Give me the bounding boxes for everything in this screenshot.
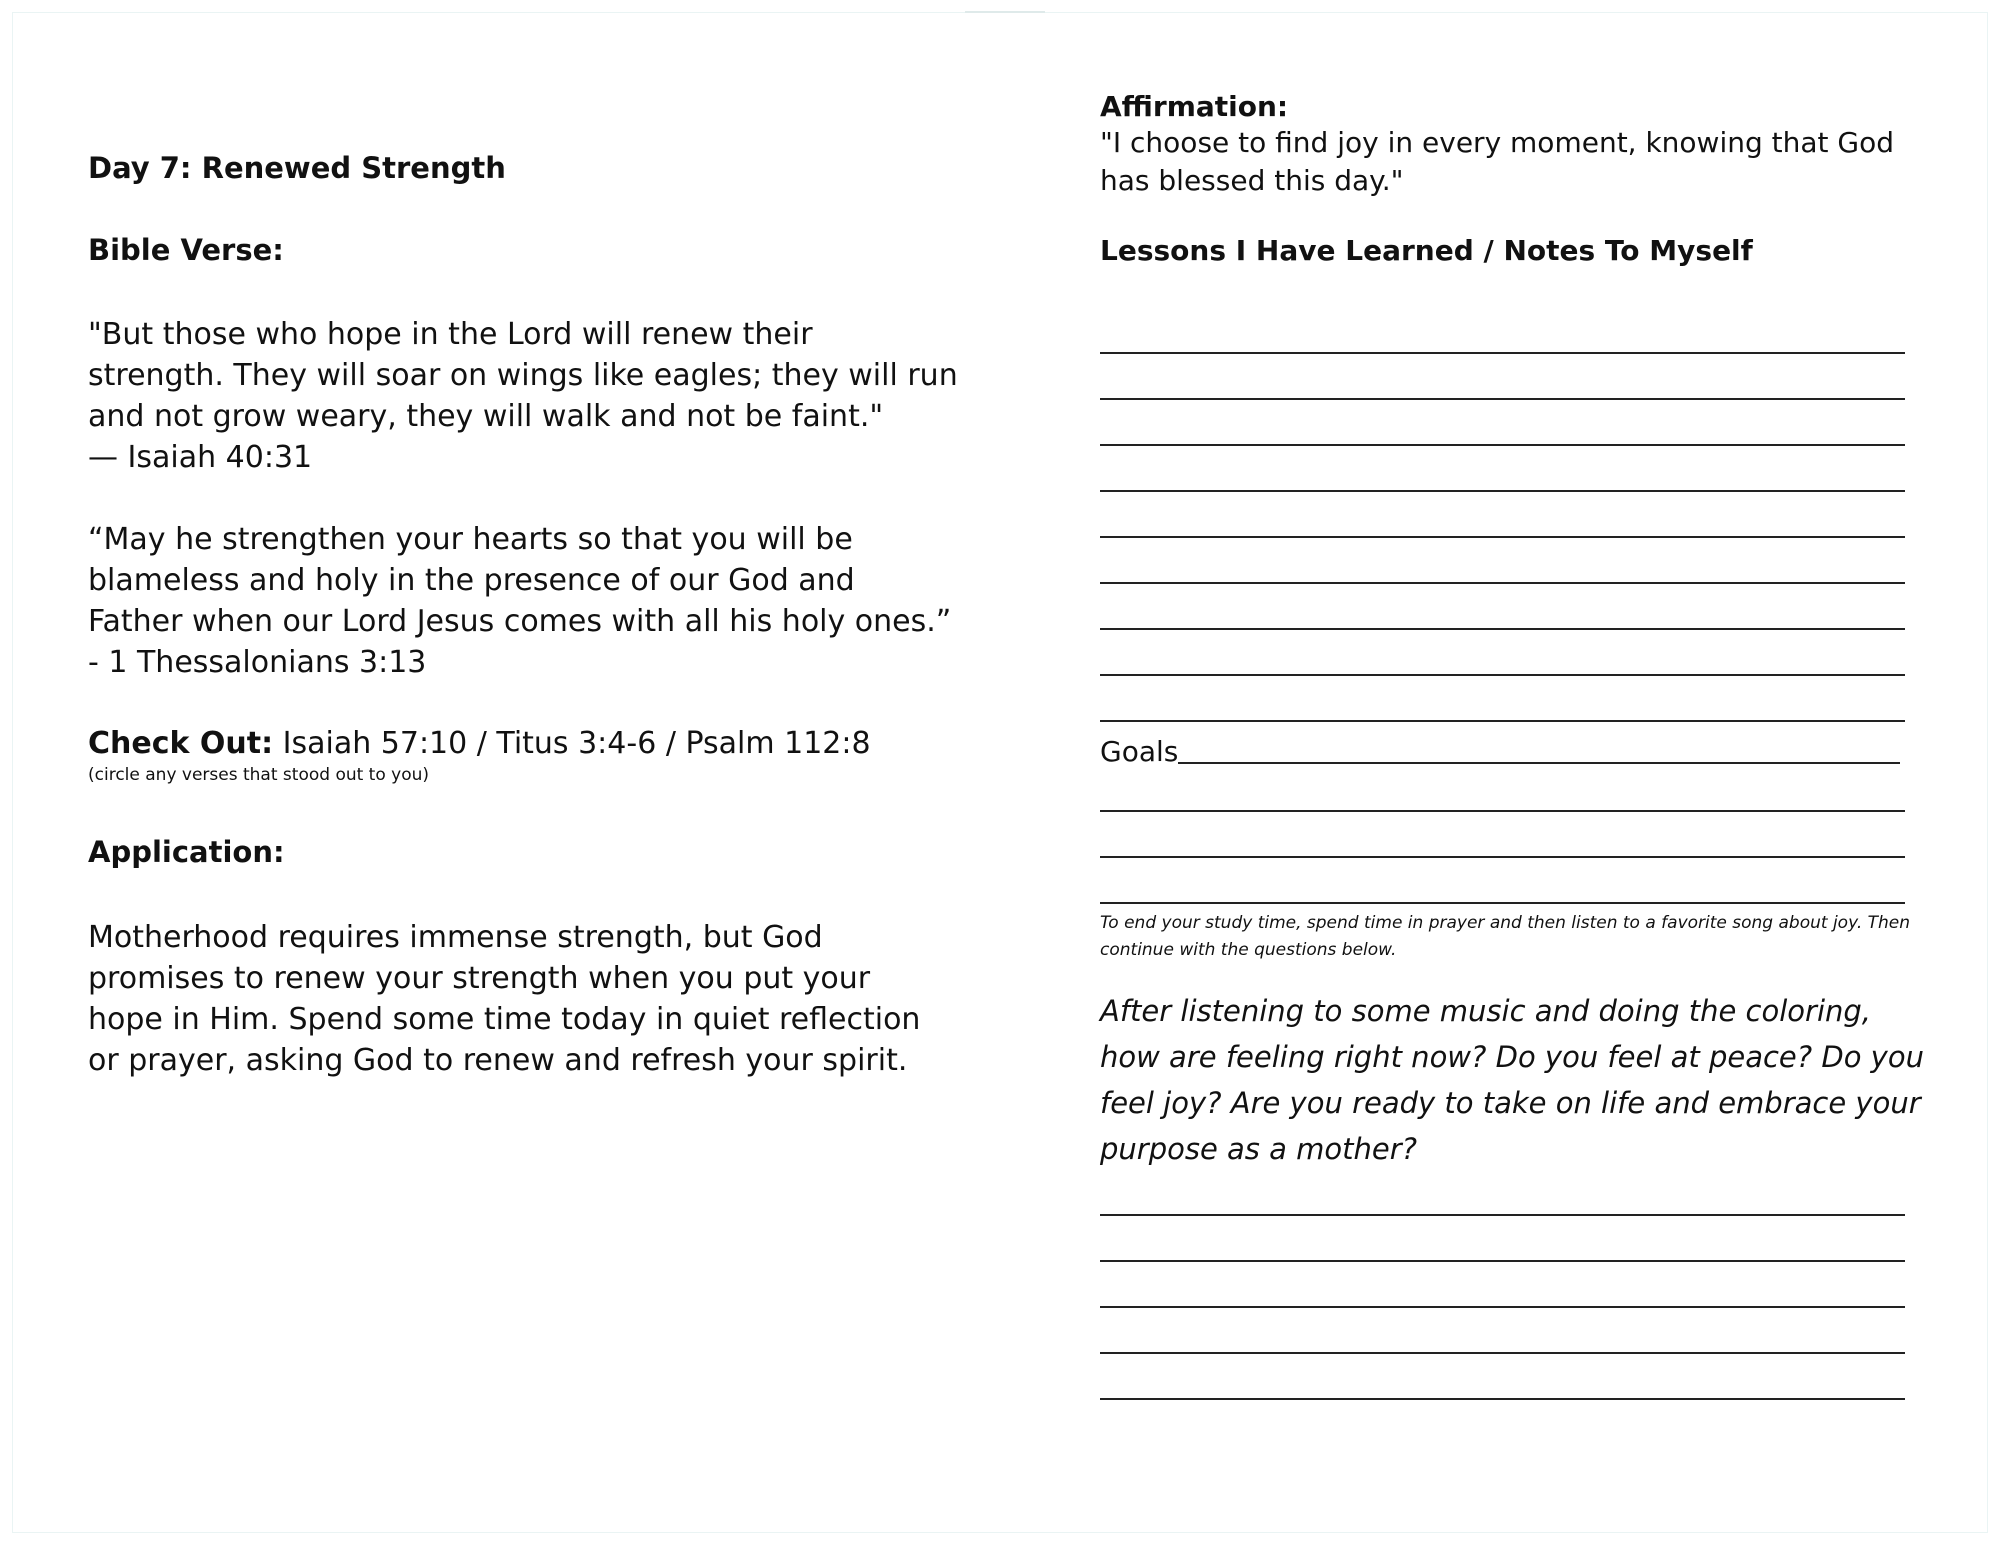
check-out-references: Isaiah 57:10 / Titus 3:4-6 / Psalm 112:8 — [273, 726, 871, 761]
reflection-line[interactable] — [1100, 1260, 1905, 1262]
bible-verse-heading: Bible Verse: — [88, 233, 284, 267]
verse-line: and not grow weary, they will walk and not be faint." — [88, 399, 884, 434]
application-line: promises to renew your strength when you put your — [88, 961, 871, 996]
check-out-note: (circle any verses that stood out to you) — [88, 765, 430, 785]
application-line: Motherhood requires immense strength, but God — [88, 920, 823, 955]
notes-line[interactable] — [1100, 398, 1905, 400]
notes-line[interactable] — [1100, 536, 1905, 538]
notes-line[interactable] — [1100, 490, 1905, 492]
verse-isaiah — [88, 314, 988, 478]
instruction-text — [1100, 910, 1920, 964]
verse-line: Father when our Lord Jesus comes with all his holy ones.” — [88, 604, 952, 639]
question-line: After listening to some music and doing the coloring, — [1100, 994, 1872, 1028]
verse-thessalonians — [88, 519, 988, 683]
goals-label: Goals — [1100, 735, 1179, 768]
notes-line[interactable] — [1100, 352, 1905, 354]
verse-line: blameless and holy in the presence of our God and — [88, 563, 855, 598]
affirmation-line: "I choose to find joy in every moment, knowing that God — [1100, 126, 1895, 159]
right-column — [1100, 90, 1920, 268]
reflection-line[interactable] — [1100, 1306, 1905, 1308]
verse-line: strength. They will soar on wings like eagles; they will run — [88, 358, 958, 393]
lessons-heading: Lessons I Have Learned / Notes To Myself — [1100, 234, 1753, 267]
notes-line[interactable] — [1100, 444, 1905, 446]
verse-reference: — Isaiah 40:31 — [88, 440, 313, 475]
page-top-mark — [965, 11, 1045, 13]
question-line: purpose as a mother? — [1100, 1132, 1418, 1166]
question-line: feel joy? Are you ready to take on life and embrace your — [1100, 1086, 1921, 1120]
affirmation-heading: Affirmation: — [1100, 90, 1289, 123]
reflection-line[interactable] — [1100, 1352, 1905, 1354]
check-out-line — [88, 724, 988, 764]
page-title: Day 7: Renewed Strength — [88, 151, 506, 185]
affirmation-text — [1100, 124, 1920, 200]
instruction-line: continue with the questions below. — [1100, 940, 1397, 960]
goals-extra-line[interactable] — [1100, 810, 1905, 812]
affirmation-line: has blessed this day." — [1100, 164, 1404, 197]
check-out-label: Check Out: — [88, 726, 274, 761]
reflection-line[interactable] — [1100, 1398, 1905, 1400]
application-heading: Application: — [88, 835, 285, 869]
goals-extra-line[interactable] — [1100, 902, 1905, 904]
goals-line[interactable] — [1178, 762, 1900, 764]
reflection-line[interactable] — [1100, 1214, 1905, 1216]
question-line: how are feeling right now? Do you feel at peace? Do you — [1100, 1040, 1924, 1074]
verse-line: “May he strengthen your hearts so that you will be — [88, 522, 853, 557]
instruction-line: To end your study time, spend time in prayer and then listen to a favorite song about joy. Then — [1100, 913, 1911, 933]
notes-line[interactable] — [1100, 674, 1905, 676]
reflection-question — [1100, 988, 1930, 1172]
application-line: hope in Him. Spend some time today in quiet reflection — [88, 1002, 921, 1037]
notes-line[interactable] — [1100, 582, 1905, 584]
notes-line[interactable] — [1100, 720, 1905, 722]
verse-reference: - 1 Thessalonians 3:13 — [88, 645, 427, 680]
notes-line[interactable] — [1100, 628, 1905, 630]
verse-line: "But those who hope in the Lord will renew their — [88, 317, 813, 352]
application-text — [88, 917, 988, 1081]
left-column — [88, 150, 988, 1081]
goals-extra-line[interactable] — [1100, 856, 1905, 858]
application-line: or prayer, asking God to renew and refresh your spirit. — [88, 1043, 908, 1078]
